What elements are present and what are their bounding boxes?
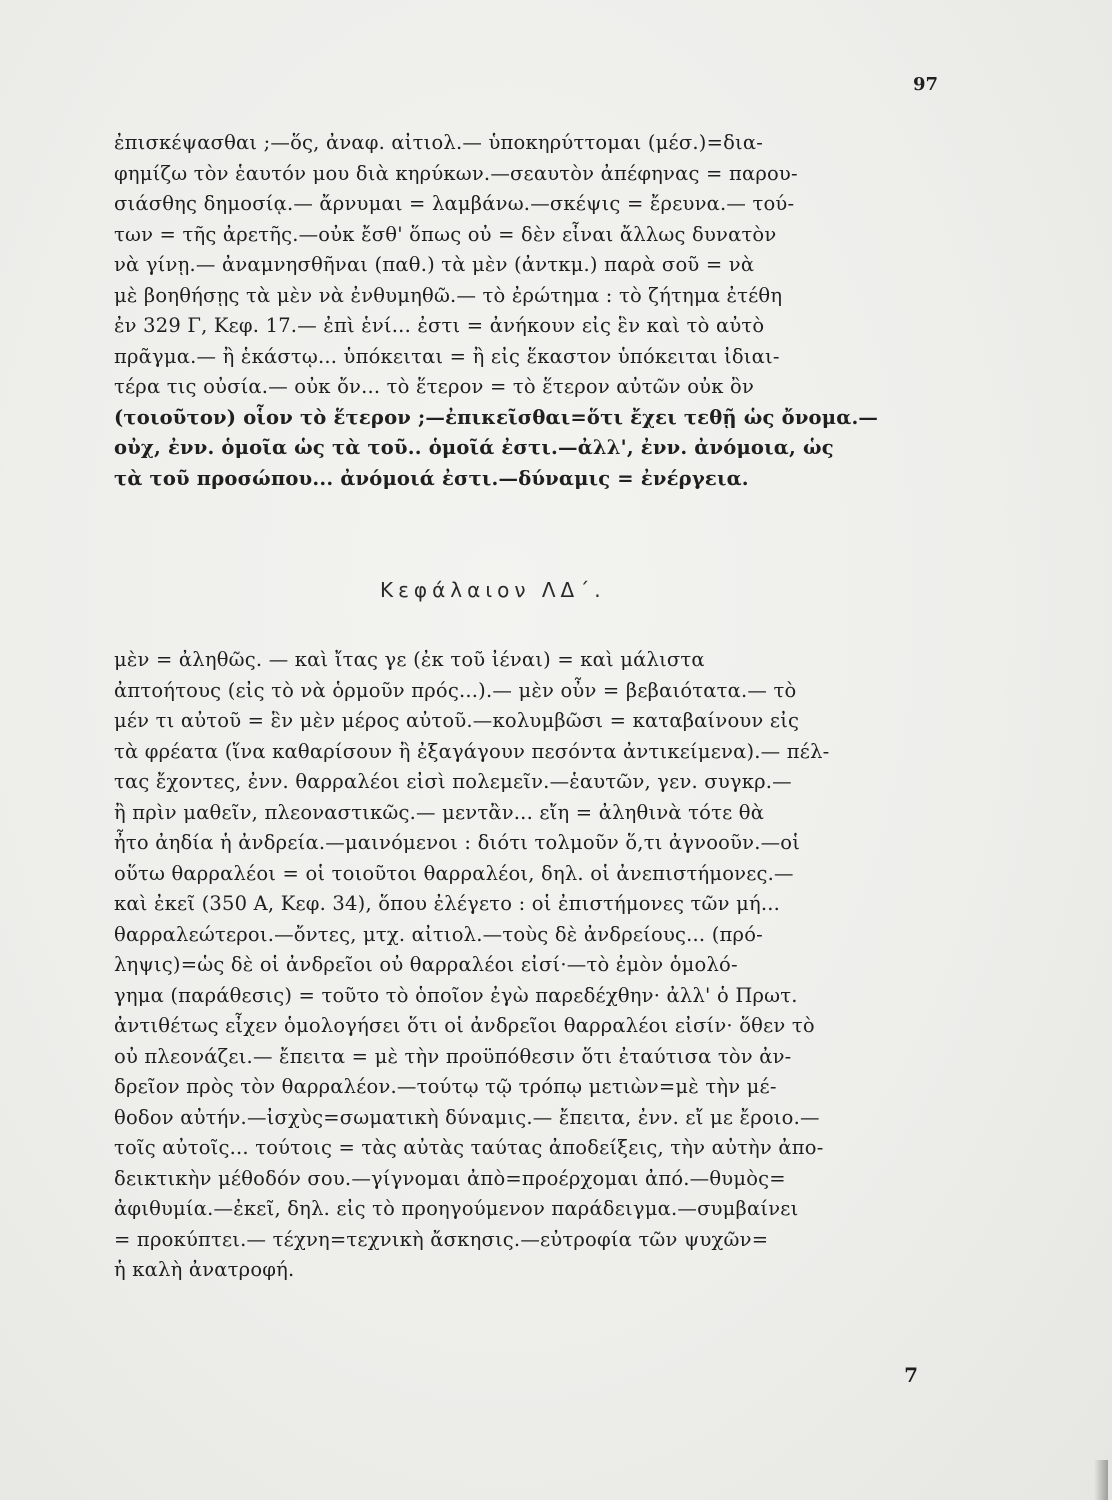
page-number-top: 97 bbox=[912, 74, 938, 95]
glossary-line: τοῖς αὐτοῖς... τούτοις = τὰς αὐτὰς ταύτας ἀποδείξεις, τὴν αὐτὴν ἀπο- bbox=[114, 1136, 824, 1159]
glossary-line: οὐχ, ἐνν. ὁμοῖα ὡς τὰ τοῦ.. ὁμοῖά ἐστι.—ἀλλ', ἐνν. ἀνόμοια, ὡς bbox=[114, 436, 834, 459]
glossary-line: τας ἔχοντες, ἐνν. θαρραλέοι εἰσὶ πολεμεῖν.—ἑαυτῶν, γεν. συγκρ.— bbox=[114, 770, 792, 793]
glossary-line: δεικτικὴν μέθοδόν σου.—γίγνομαι ἀπὸ=προέρχομαι ἀπό.—θυμὸς= bbox=[114, 1166, 786, 1190]
glossary-line: τὰ φρέατα (ἵνα καθαρίσουν ἢ ἐξαγάγουν πεσόντα ἀντικείμενα).— πέλ- bbox=[114, 739, 830, 763]
glossary-line: μέν τι αὐτοῦ = ἓν μὲν μέρος αὐτοῦ.—κολυμβῶσι = καταβαίνουν εἰς bbox=[114, 709, 800, 732]
glossary-line: δρεῖον πρὸς τὸν θαρραλέον.—τούτῳ τῷ τρόπῳ μετιὼν=μὲ τὴν μέ- bbox=[114, 1075, 777, 1098]
glossary-line: ἢ πρὶν μαθεῖν, πλεοναστικῶς.— μεντἂν... εἴη = ἀληθινὰ τότε θὰ bbox=[114, 800, 765, 824]
glossary-line: ἀντιθέτως εἶχεν ὁμολογήσει ὅτι οἱ ἀνδρεῖοι θαρραλέοι εἰσίν· ὅθεν τὸ bbox=[114, 1014, 815, 1037]
glossary-line: τέρα τις οὐσία.— οὐκ ὄν... τὸ ἕτερον = τὸ ἕτερον αὐτῶν οὐκ ὂν bbox=[114, 375, 755, 398]
glossary-line: θοδον αὐτήν.—ἰσχὺς=σωματικὴ δύναμις.— ἔπειτα, ἐνν. εἴ με ἔροιο.— bbox=[114, 1105, 820, 1129]
chapter-title: Κεφάλαιον ΛΔ΄. bbox=[380, 578, 606, 602]
glossary-line: ἐν 329 Γ, Κεφ. 17.— ἐπὶ ἑνί... ἐστι = ἀνήκουν εἰς ἓν καὶ τὸ αὐτὸ bbox=[114, 314, 765, 337]
glossary-line: ἐπισκέψασθαι ;—ὅς, ἀναφ. αἰτιολ.— ὑποκηρύττομαι (μέσ.)=δια- bbox=[114, 131, 764, 154]
glossary-line: οὐ πλεονάζει.— ἔπειτα = μὲ τὴν προϋπόθεσιν ὅτι ἐταύτισα τὸν ἀν- bbox=[114, 1044, 792, 1068]
glossary-block-2 bbox=[114, 645, 938, 1286]
glossary-line: των = τῆς ἀρετῆς.—οὐκ ἔσθ' ὅπως οὐ = δὲν εἶναι ἄλλως δυνατὸν bbox=[114, 222, 777, 246]
glossary-line: νὰ γίνῃ.— ἀναμνησθῆναι (παθ.) τὰ μὲν (ἀντκμ.) παρὰ σοῦ = νὰ bbox=[114, 253, 755, 276]
glossary-block-1 bbox=[114, 128, 938, 494]
glossary-line: ἡ καλὴ ἀνατροφή. bbox=[114, 1258, 295, 1281]
glossary-line: μὲ βοηθήσῃς τὰ μὲν νὰ ἐνθυμηθῶ.— τὸ ἐρώτημα : τὸ ζήτημα ἐτέθη bbox=[114, 283, 783, 307]
glossary-line: πρᾶγμα.— ἢ ἑκάστῳ... ὑπόκειται = ἢ εἰς ἕκαστον ὑπόκειται ἰδιαι- bbox=[114, 344, 780, 368]
glossary-line: σιάσθης δημοσίᾳ.— ἄρνυμαι = λαμβάνω.—σκέψις = ἔρευνα.— τού- bbox=[114, 192, 795, 215]
glossary-line: θαρραλεώτεροι.—ὄντες, μτχ. αἰτιολ.—τοὺς δὲ ἀνδρείους... (πρό- bbox=[114, 922, 763, 946]
glossary-line: οὕτω θαρραλέοι = οἱ τοιοῦτοι θαρραλέοι, δηλ. οἱ ἀνεπιστήμονες.— bbox=[114, 861, 794, 885]
glossary-line: φημίζω τὸν ἑαυτόν μου διὰ κηρύκων.—σεαυτὸν ἀπέφηνας = παρου- bbox=[114, 161, 798, 185]
glossary-line: ληψις)=ὡς δὲ οἱ ἀνδρεῖοι οὐ θαρραλέοι εἰσί·—τὸ ἐμὸν ὁμολό- bbox=[114, 953, 738, 976]
glossary-line: μὲν = ἀληθῶς. — καὶ ἴτας γε (ἐκ τοῦ ἰέναι) = καὶ μάλιστα bbox=[114, 648, 705, 671]
page-number-bottom: 7 bbox=[904, 1363, 918, 1387]
glossary-line: τὰ τοῦ προσώπου... ἀνόμοιά ἐστι.—δύναμις = ἐνέργεια. bbox=[114, 466, 749, 490]
glossary-line: γημα (παράθεσις) = τοῦτο τὸ ὁποῖον ἐγὼ παρεδέχθην· ἀλλ' ὁ Πρωτ. bbox=[114, 983, 798, 1007]
glossary-line: (τοιοῦτον) οἷον τὸ ἕτερον ;—ἐπικεῖσθαι=ὅτι ἔχει τεθῇ ὡς ὄνομα.— bbox=[114, 405, 879, 429]
page-edge-shadow bbox=[1094, 1460, 1108, 1500]
glossary-line: ἦτο ἀηδία ἡ ἀνδρεία.—μαινόμενοι : διότι τολμοῦν ὅ,τι ἀγνοοῦν.—οἱ bbox=[114, 831, 801, 854]
glossary-line: ἀπτοήτους (εἰς τὸ νὰ ὁρμοῦν πρός...).— μὲν οὖν = βεβαιότατα.— τὸ bbox=[114, 678, 797, 702]
glossary-line: ἀφιθυμία.—ἐκεῖ, δηλ. εἰς τὸ προηγούμενον παράδειγμα.—συμβαίνει bbox=[114, 1197, 799, 1220]
glossary-line: καὶ ἐκεῖ (350 Α, Κεφ. 34), ὅπου ἐλέγετο : οἱ ἐπιστήμονες τῶν μή... bbox=[114, 892, 781, 915]
glossary-line: = προκύπτει.— τέχνη=τεχνικὴ ἄσκησις.—εὐτροφία τῶν ψυχῶν= bbox=[114, 1227, 769, 1251]
